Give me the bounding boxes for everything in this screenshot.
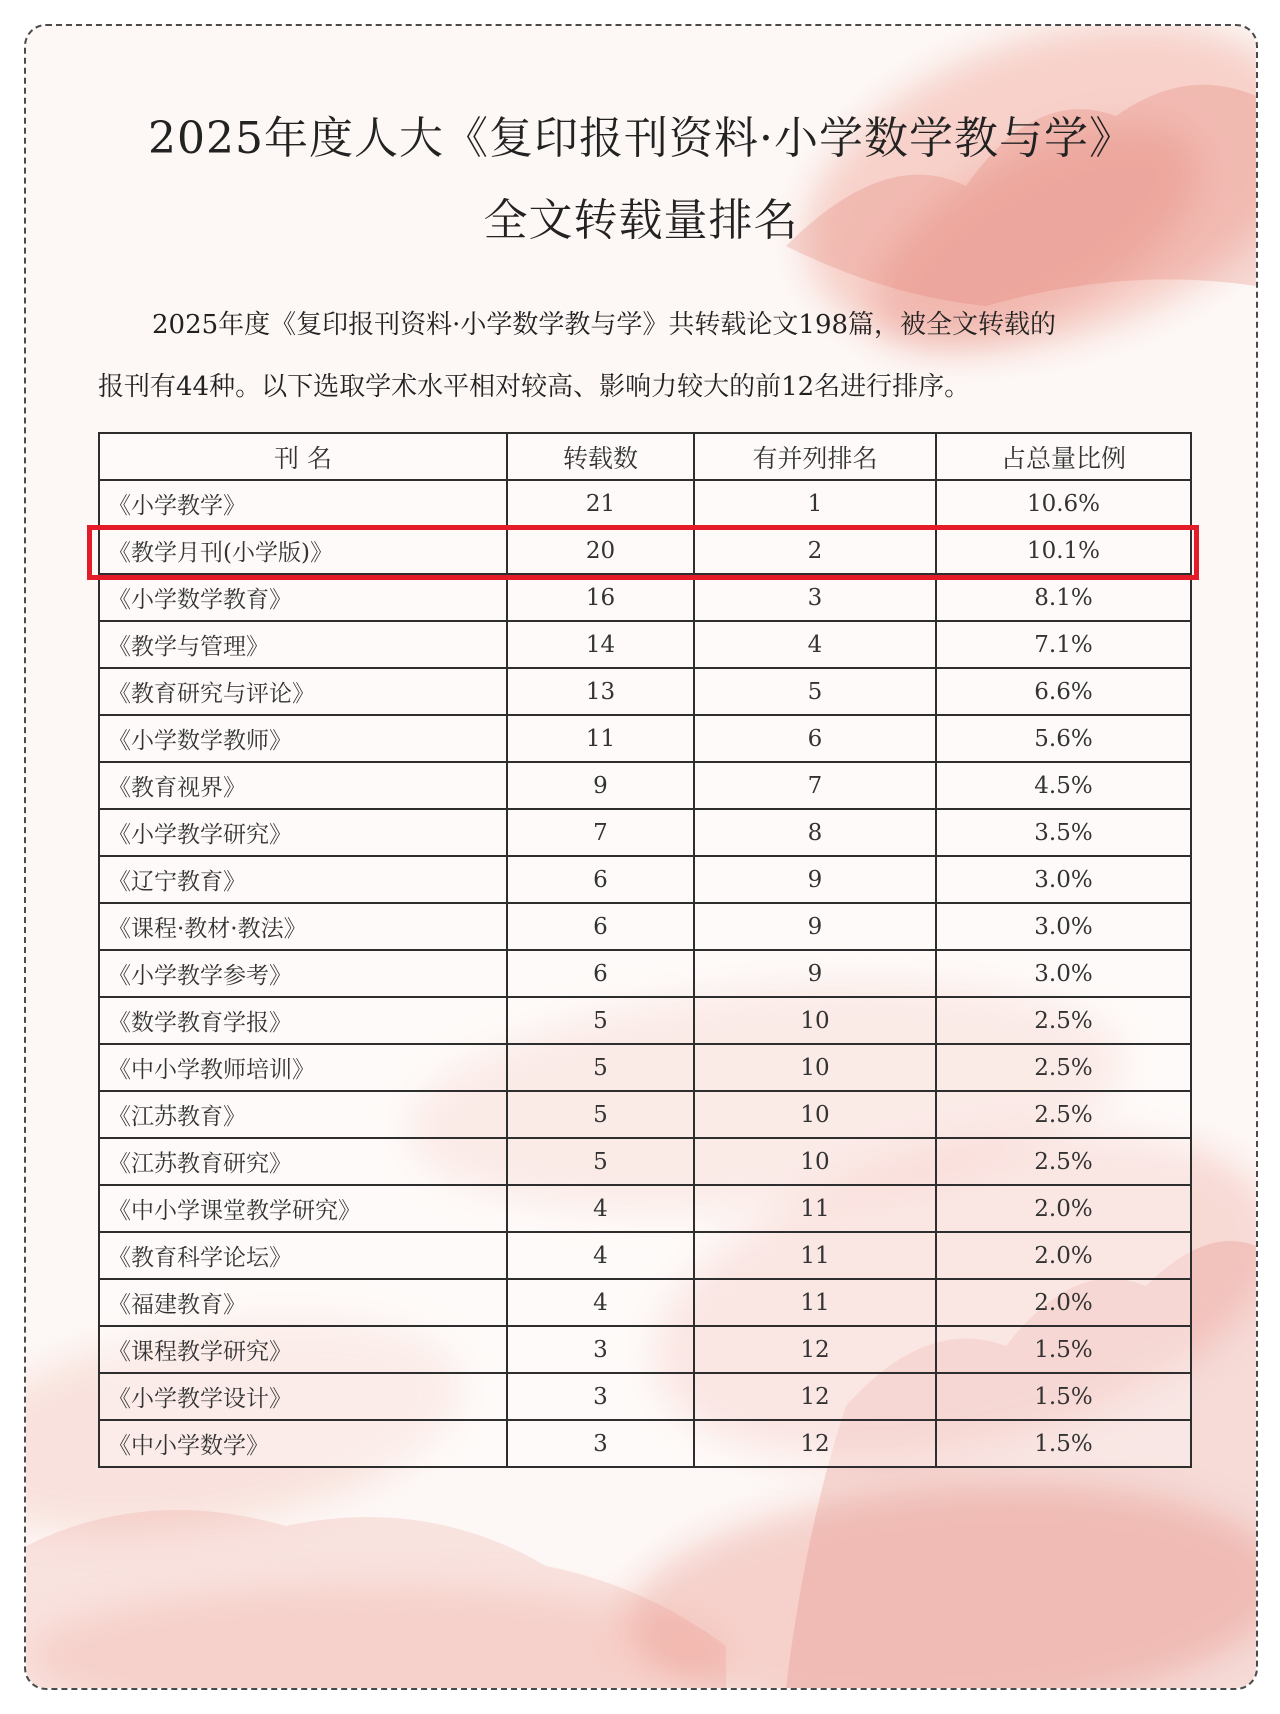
reprint-count-cell: 3 [507,1326,694,1373]
table-row [99,1373,1191,1420]
journal-name-cell: 《辽宁教育》 [99,856,507,903]
percentage-cell: 6.6% [936,668,1191,715]
page-title-line2: 全文转载量排名 [483,195,799,246]
percentage-cell: 2.5% [936,1091,1191,1138]
rank-cell: 12 [694,1326,936,1373]
rank-cell: 10 [694,1044,936,1091]
table-row [99,1232,1191,1279]
journal-name-cell: 《小学教学设计》 [99,1373,507,1420]
journal-name-cell: 《小学教学参考》 [99,950,507,997]
percentage-cell: 1.5% [936,1420,1191,1467]
table-row [99,809,1191,856]
reprint-count-cell: 13 [507,668,694,715]
table-row [99,856,1191,903]
journal-name-cell: 《小学数学教师》 [99,715,507,762]
reprint-count-cell: 6 [507,950,694,997]
table-row [99,621,1191,668]
journal-name-cell: 《中小学数学》 [99,1420,507,1467]
reprint-count-cell: 5 [507,1044,694,1091]
journal-name-cell: 《课程教学研究》 [99,1326,507,1373]
reprint-count-cell: 5 [507,1138,694,1185]
reprint-count-cell: 3 [507,1373,694,1420]
header-reprint-count: 转载数 [507,433,694,480]
percentage-cell: 3.0% [936,903,1191,950]
rank-cell: 7 [694,762,936,809]
journal-name-cell: 《小学数学教育》 [99,574,507,621]
table-row [99,480,1191,527]
rank-cell: 1 [694,480,936,527]
header-rank: 有并列排名 [694,433,936,480]
table-row [99,527,1191,574]
rank-cell: 9 [694,856,936,903]
reprint-count-cell: 6 [507,903,694,950]
journal-name-cell: 《福建教育》 [99,1279,507,1326]
rank-cell: 10 [694,1138,936,1185]
percentage-cell: 2.5% [936,1138,1191,1185]
journal-name-cell: 《教育研究与评论》 [99,668,507,715]
table-row [99,950,1191,997]
rank-cell: 9 [694,903,936,950]
journal-name-cell: 《江苏教育》 [99,1091,507,1138]
reprint-count-cell: 5 [507,1091,694,1138]
reprint-count-cell: 11 [507,715,694,762]
table-row [99,1138,1191,1185]
reprint-count-cell: 20 [507,527,694,574]
percentage-cell: 1.5% [936,1373,1191,1420]
intro-paragraph-line1: 2025年度《复印报刊资料·小学数学教与学》共转载论文198篇，被全文转载的 [152,310,1057,340]
journal-name-cell: 《教学与管理》 [99,621,507,668]
reprint-count-cell: 16 [507,574,694,621]
percentage-cell: 1.5% [936,1326,1191,1373]
rank-cell: 4 [694,621,936,668]
percentage-cell: 10.6% [936,480,1191,527]
document-page [24,24,1258,1690]
percentage-cell: 3.0% [936,950,1191,997]
percentage-cell: 7.1% [936,621,1191,668]
rank-cell: 11 [694,1279,936,1326]
table-row [99,1185,1191,1232]
rank-cell: 12 [694,1420,936,1467]
rank-cell: 5 [694,668,936,715]
table-row [99,668,1191,715]
reprint-count-cell: 3 [507,1420,694,1467]
journal-name-cell: 《教学月刊(小学版)》 [99,527,507,574]
table-row [99,1279,1191,1326]
table-row [99,1420,1191,1467]
percentage-cell: 2.0% [936,1185,1191,1232]
rank-cell: 3 [694,574,936,621]
percentage-cell: 8.1% [936,574,1191,621]
percentage-cell: 4.5% [936,762,1191,809]
table-row [99,903,1191,950]
table-header-row [99,433,1191,480]
table-row [99,574,1191,621]
table-row [99,762,1191,809]
percentage-cell: 2.0% [936,1279,1191,1326]
rank-cell: 9 [694,950,936,997]
journal-name-cell: 《小学教学研究》 [99,809,507,856]
rank-cell: 11 [694,1185,936,1232]
reprint-count-cell: 7 [507,809,694,856]
journal-name-cell: 《江苏教育研究》 [99,1138,507,1185]
header-journal-name: 刊 名 [99,433,507,480]
intro-paragraph-line2: 报刊有44种。以下选取学术水平相对较高、影响力较大的前12名进行排序。 [98,372,971,402]
reprint-count-cell: 4 [507,1279,694,1326]
journal-name-cell: 《教育科学论坛》 [99,1232,507,1279]
table-row [99,1091,1191,1138]
percentage-cell: 2.5% [936,997,1191,1044]
percentage-cell: 2.5% [936,1044,1191,1091]
table-row [99,715,1191,762]
reprint-count-cell: 4 [507,1232,694,1279]
rank-cell: 6 [694,715,936,762]
journal-name-cell: 《中小学教师培训》 [99,1044,507,1091]
journal-name-cell: 《数学教育学报》 [99,997,507,1044]
percentage-cell: 2.0% [936,1232,1191,1279]
rank-cell: 11 [694,1232,936,1279]
page-title-line1: 2025年度人大《复印报刊资料·小学数学教与学》 [148,113,1134,164]
journal-name-cell: 《课程·教材·教法》 [99,903,507,950]
rank-cell: 12 [694,1373,936,1420]
reprint-count-cell: 6 [507,856,694,903]
reprint-count-cell: 14 [507,621,694,668]
reprint-count-cell: 9 [507,762,694,809]
reprint-count-cell: 21 [507,480,694,527]
rank-cell: 10 [694,997,936,1044]
table-row [99,1326,1191,1373]
percentage-cell: 3.5% [936,809,1191,856]
percentage-cell: 5.6% [936,715,1191,762]
journal-name-cell: 《小学教学》 [99,480,507,527]
rank-cell: 8 [694,809,936,856]
table-row [99,1044,1191,1091]
percentage-cell: 10.1% [936,527,1191,574]
table-body [99,480,1191,1467]
journal-name-cell: 《教育视界》 [99,762,507,809]
journal-name-cell: 《中小学课堂教学研究》 [99,1185,507,1232]
ranking-table [98,432,1192,1468]
rank-cell: 10 [694,1091,936,1138]
reprint-count-cell: 5 [507,997,694,1044]
rank-cell: 2 [694,527,936,574]
percentage-cell: 3.0% [936,856,1191,903]
reprint-count-cell: 4 [507,1185,694,1232]
header-percentage: 占总量比例 [936,433,1191,480]
table-row [99,997,1191,1044]
